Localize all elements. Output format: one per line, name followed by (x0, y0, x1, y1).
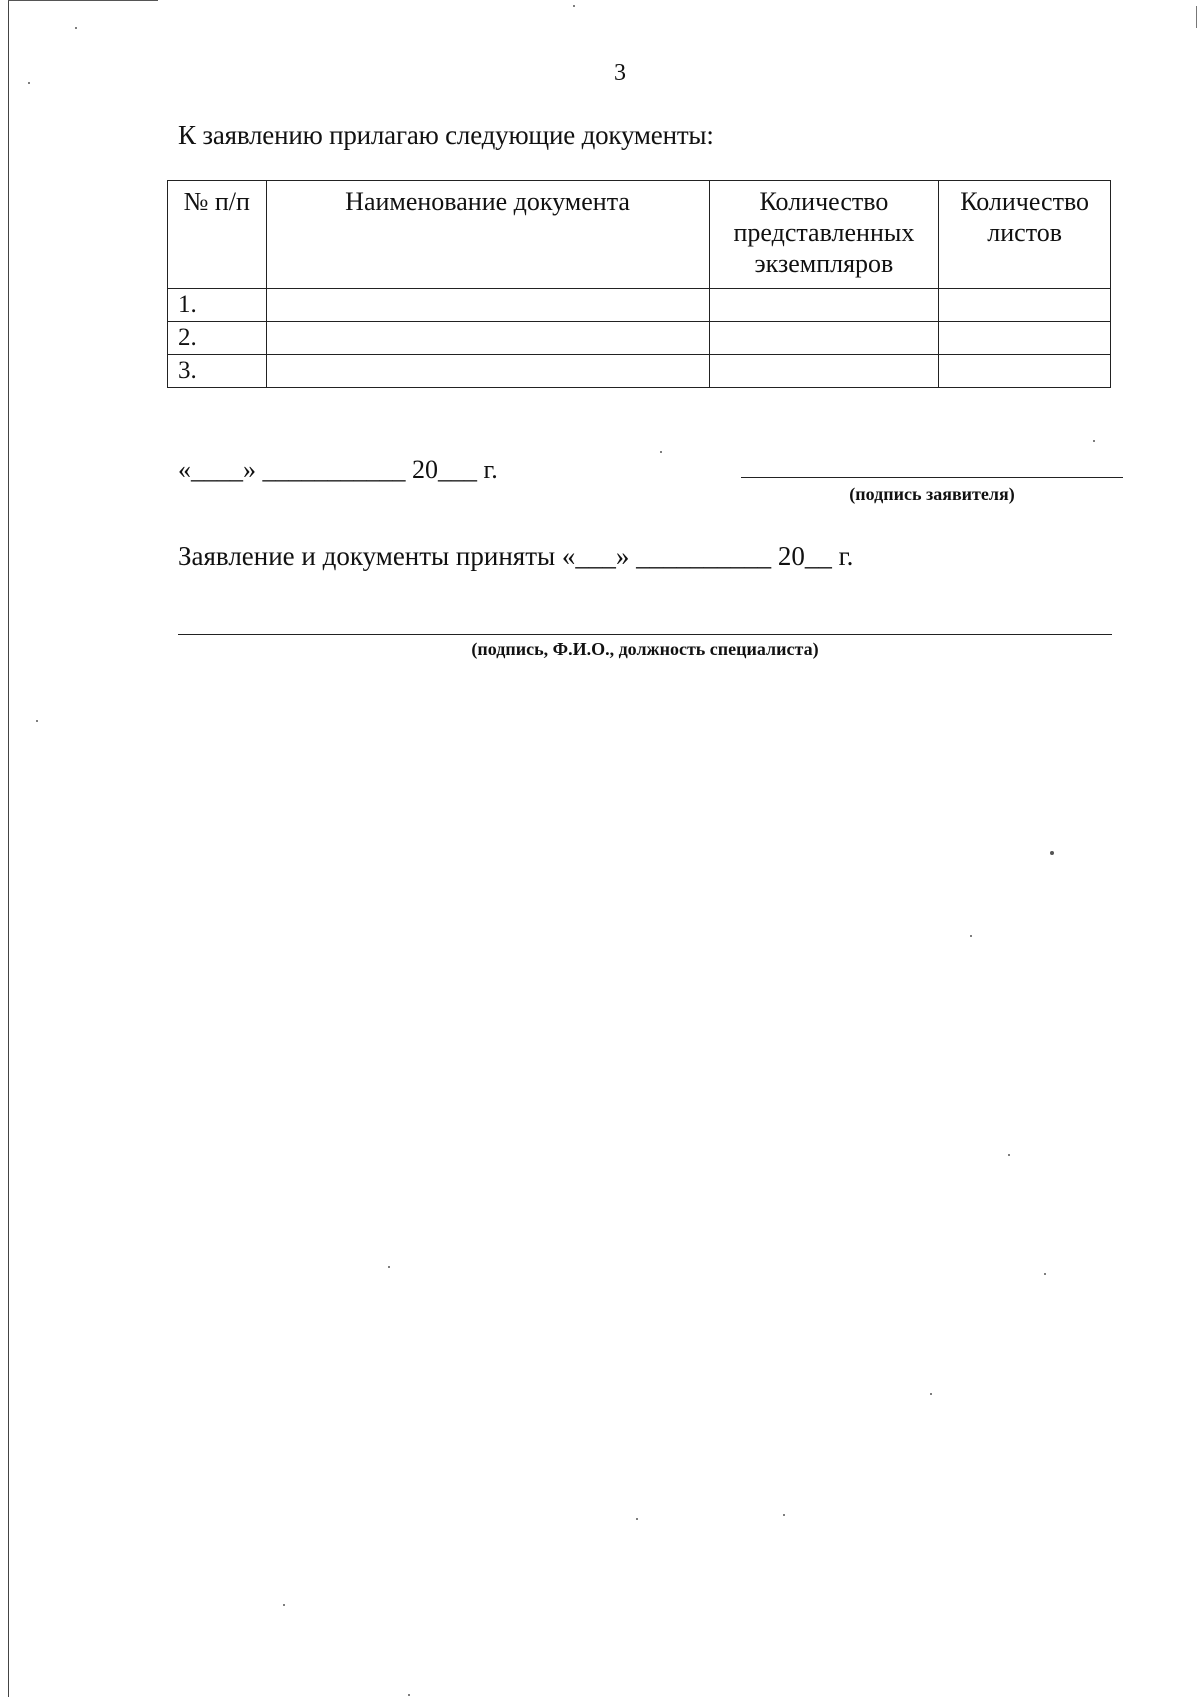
header-number: № п/п (168, 181, 267, 289)
copies-count-cell[interactable] (709, 289, 939, 322)
scan-speck (1050, 851, 1054, 855)
document-name-cell[interactable] (266, 355, 709, 388)
scan-speck (573, 5, 575, 7)
applicant-signature-line[interactable] (741, 477, 1123, 478)
document-name-cell[interactable] (266, 322, 709, 355)
acceptance-date-line[interactable]: Заявление и документы приняты «___» __________ 20__ г. (178, 541, 854, 571)
scan-frame-line (8, 0, 158, 1)
scan-speck (660, 451, 662, 453)
applicant-signature-caption: (подпись заявителя) (849, 484, 1015, 504)
specialist-signature-line[interactable] (178, 634, 1112, 635)
scan-edge-line (8, 0, 9, 1697)
scan-speck (283, 1604, 285, 1606)
scan-speck (1044, 1273, 1046, 1275)
document-name-cell[interactable] (266, 289, 709, 322)
scan-speck (783, 1514, 785, 1516)
scan-speck (75, 27, 77, 29)
copies-count-cell[interactable] (709, 355, 939, 388)
scan-speck (970, 935, 972, 937)
scan-edge-mark (1196, 6, 1197, 28)
row-number: 3. (168, 355, 267, 388)
scan-speck (1008, 1154, 1010, 1156)
table-row (168, 355, 1111, 388)
copies-count-cell[interactable] (709, 322, 939, 355)
page-number: 3 (614, 60, 626, 86)
header-sheets-count: Количество листов (939, 181, 1111, 289)
table-header-row (168, 181, 1111, 289)
sheets-count-cell[interactable] (939, 322, 1111, 355)
table-row (168, 322, 1111, 355)
scan-speck (636, 1518, 638, 1520)
attachments-table (167, 180, 1111, 388)
table-row (168, 289, 1111, 322)
scan-speck (408, 1694, 410, 1696)
scan-speck (930, 1393, 932, 1395)
scan-speck (1093, 440, 1095, 442)
sheets-count-cell[interactable] (939, 355, 1111, 388)
scan-speck (388, 1266, 390, 1268)
header-copies-count: Количество представленных экземпляров (709, 181, 939, 289)
specialist-signature-caption: (подпись, Ф.И.О., должность специалиста) (471, 639, 819, 659)
attachments-intro: К заявлению прилагаю следующие документы: (178, 120, 714, 150)
row-number: 2. (168, 322, 267, 355)
scan-speck (36, 720, 38, 722)
row-number: 1. (168, 289, 267, 322)
header-document-name: Наименование документа (266, 181, 709, 289)
sheets-count-cell[interactable] (939, 289, 1111, 322)
application-date-line[interactable]: «____» ___________ 20___ г. (178, 455, 498, 484)
